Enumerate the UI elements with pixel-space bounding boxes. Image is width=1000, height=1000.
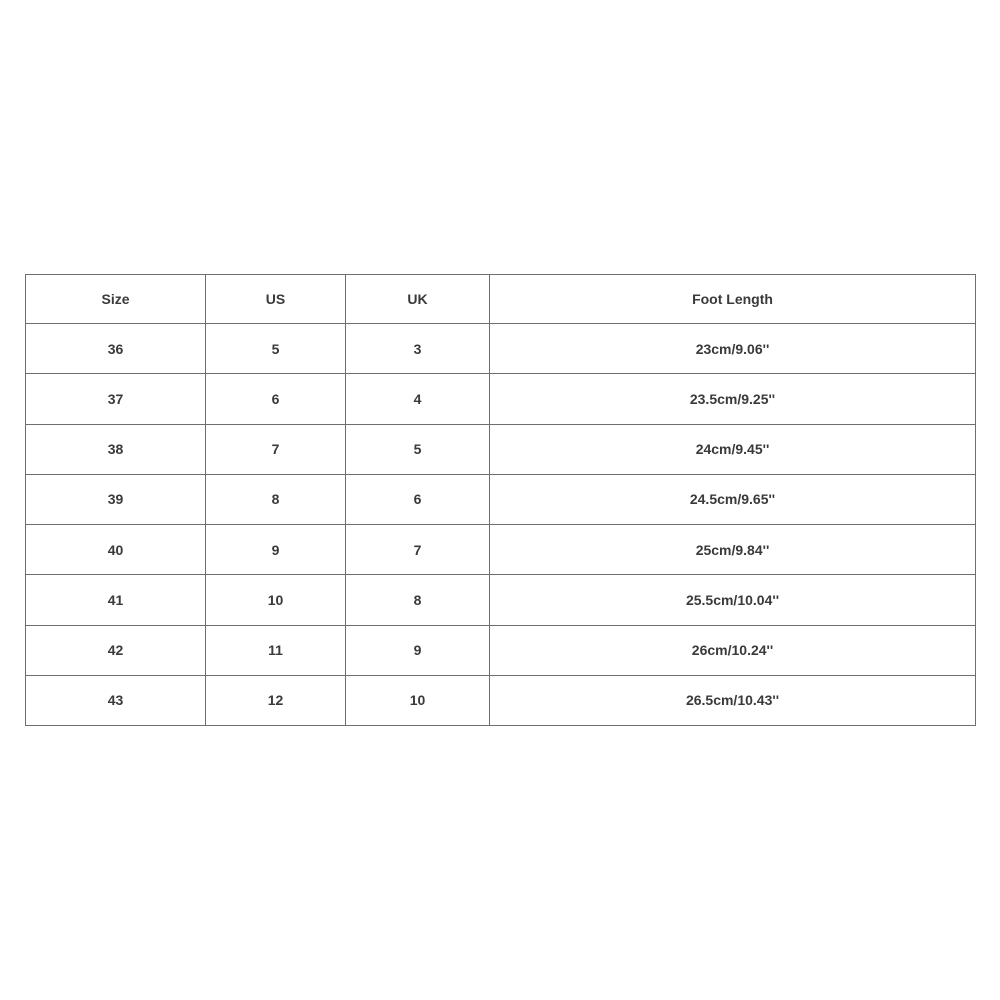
size-chart-table: [25, 274, 976, 726]
cell-us: 8: [206, 474, 346, 524]
cell-uk: 10: [346, 675, 490, 725]
cell-foot-length: 25cm/9.84'': [490, 525, 976, 575]
header-row: [26, 275, 976, 324]
cell-us: 7: [206, 424, 346, 474]
cell-uk: 5: [346, 424, 490, 474]
cell-us: 12: [206, 675, 346, 725]
table-row: [26, 324, 976, 374]
cell-foot-length: 26.5cm/10.43'': [490, 675, 976, 725]
cell-uk: 8: [346, 575, 490, 625]
cell-foot-length: 23cm/9.06'': [490, 324, 976, 374]
cell-us: 5: [206, 324, 346, 374]
cell-size: 41: [26, 575, 206, 625]
table-row: [26, 575, 976, 625]
header-size: Size: [26, 275, 206, 324]
table-row: [26, 525, 976, 575]
cell-size: 38: [26, 424, 206, 474]
cell-size: 37: [26, 374, 206, 424]
cell-size: 43: [26, 675, 206, 725]
cell-foot-length: 23.5cm/9.25'': [490, 374, 976, 424]
cell-uk: 9: [346, 625, 490, 675]
cell-foot-length: 24cm/9.45'': [490, 424, 976, 474]
table-row: [26, 474, 976, 524]
cell-us: 6: [206, 374, 346, 424]
table-row: [26, 424, 976, 474]
table-row: [26, 374, 976, 424]
cell-size: 36: [26, 324, 206, 374]
cell-us: 10: [206, 575, 346, 625]
cell-size: 40: [26, 525, 206, 575]
cell-foot-length: 24.5cm/9.65'': [490, 474, 976, 524]
cell-size: 42: [26, 625, 206, 675]
header-uk: UK: [346, 275, 490, 324]
table-row: [26, 675, 976, 725]
cell-uk: 4: [346, 374, 490, 424]
cell-us: 11: [206, 625, 346, 675]
header-us: US: [206, 275, 346, 324]
cell-size: 39: [26, 474, 206, 524]
cell-uk: 7: [346, 525, 490, 575]
cell-uk: 3: [346, 324, 490, 374]
cell-uk: 6: [346, 474, 490, 524]
cell-foot-length: 25.5cm/10.04'': [490, 575, 976, 625]
header-foot-length: Foot Length: [490, 275, 976, 324]
table-row: [26, 625, 976, 675]
cell-us: 9: [206, 525, 346, 575]
cell-foot-length: 26cm/10.24'': [490, 625, 976, 675]
